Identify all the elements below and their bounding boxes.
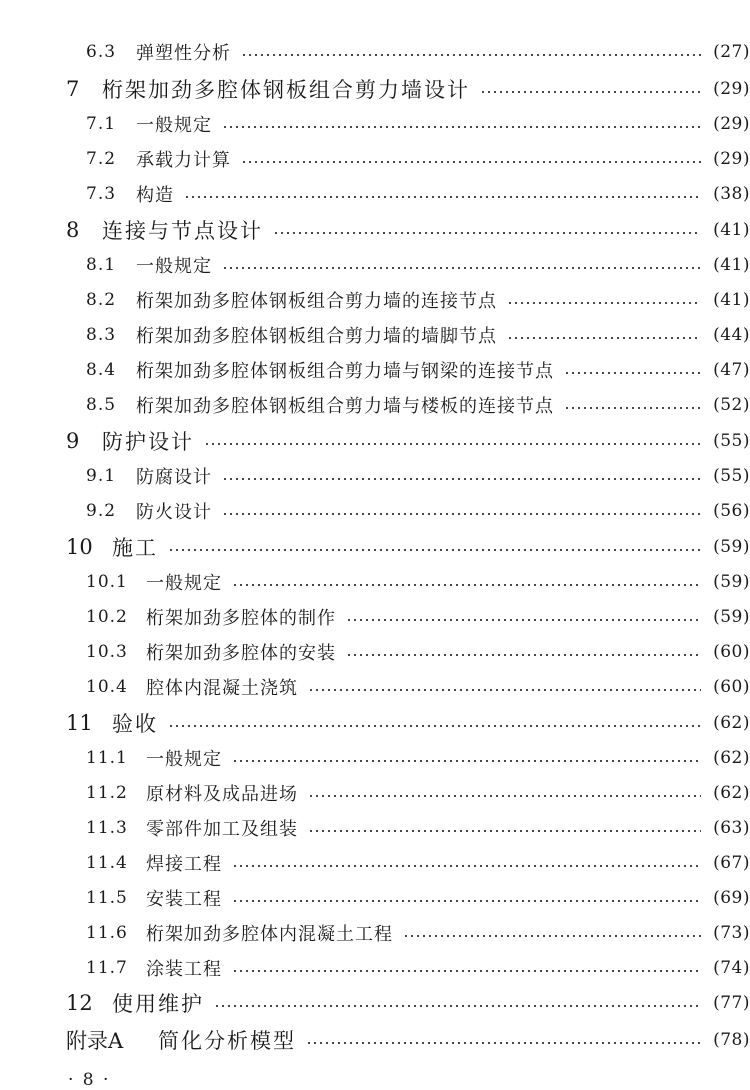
toc-entry-9-1[interactable] <box>0 459 750 493</box>
toc-entry-8-4[interactable] <box>0 353 750 387</box>
toc-entry-11-1[interactable] <box>0 741 750 775</box>
page-number: (29) <box>713 149 750 169</box>
toc-entry-11-6[interactable] <box>0 916 750 950</box>
chapter-number: 8 <box>66 218 80 242</box>
toc-entry-8-2[interactable] <box>0 283 750 317</box>
section-number: 10.2 <box>86 607 128 627</box>
dot-leader <box>168 725 701 727</box>
page-number: (78) <box>713 1030 750 1050</box>
chapter-title: 施工 <box>112 536 158 560</box>
chapter-title: 使用维护 <box>112 992 204 1016</box>
dot-leader <box>232 970 701 972</box>
section-title: 构造 <box>136 185 174 206</box>
toc-entry-8-1[interactable] <box>0 248 750 282</box>
page-number: (62) <box>713 713 750 733</box>
chapter-title: 防护设计 <box>102 430 194 454</box>
toc-entry-7-1[interactable] <box>0 107 750 141</box>
page-number: (62) <box>713 748 750 768</box>
section-number: 10.1 <box>86 572 128 592</box>
section-title: 焊接工程 <box>146 854 222 875</box>
toc-entry-11-2[interactable] <box>0 776 750 810</box>
page-number: (44) <box>713 325 750 345</box>
dot-leader <box>232 584 701 586</box>
section-title: 安装工程 <box>146 889 222 910</box>
dot-leader <box>232 760 701 762</box>
section-number: 11.1 <box>86 748 128 768</box>
dot-leader <box>403 935 701 937</box>
toc-entry-7[interactable] <box>0 72 750 106</box>
appendix-title: 简化分析模型 <box>158 1029 296 1053</box>
section-title: 弹塑性分析 <box>136 43 231 64</box>
section-number: 8.3 <box>86 325 117 345</box>
section-number: 11.4 <box>86 853 128 873</box>
section-title: 桁架加劲多腔体的安装 <box>146 643 336 664</box>
section-number: 10.3 <box>86 642 128 662</box>
chapter-number: 7 <box>66 77 80 101</box>
section-title: 一般规定 <box>146 749 222 770</box>
section-title: 零部件加工及组装 <box>146 819 298 840</box>
section-title: 一般规定 <box>136 256 212 277</box>
page-number: (47) <box>713 360 750 380</box>
dot-leader <box>346 619 701 621</box>
section-number: 10.4 <box>86 677 128 697</box>
section-title: 防腐设计 <box>136 467 212 488</box>
dot-leader <box>308 689 701 691</box>
section-number: 6.3 <box>86 42 117 62</box>
dot-leader <box>184 196 701 198</box>
toc-entry-appendix-a[interactable] <box>0 1023 750 1057</box>
section-number: 11.6 <box>86 923 128 943</box>
page-number: (69) <box>713 888 750 908</box>
section-title: 桁架加劲多腔体内混凝土工程 <box>146 924 393 945</box>
dot-leader <box>222 267 701 269</box>
page-number: (59) <box>713 607 750 627</box>
page-number: (27) <box>713 42 750 62</box>
dot-leader <box>204 443 701 445</box>
toc-entry-12[interactable] <box>0 986 750 1020</box>
page-number: (55) <box>713 466 750 486</box>
toc-entry-8-3[interactable] <box>0 318 750 352</box>
dot-leader <box>241 54 701 56</box>
section-number: 7.2 <box>86 149 117 169</box>
dot-leader <box>241 161 701 163</box>
dot-leader <box>346 654 701 656</box>
page-number: (74) <box>713 958 750 978</box>
page-number: (29) <box>713 114 750 134</box>
section-title: 承载力计算 <box>136 150 231 171</box>
toc-entry-7-3[interactable] <box>0 177 750 211</box>
page-number: (41) <box>713 220 750 240</box>
section-number: 11.2 <box>86 783 128 803</box>
section-number: 7.1 <box>86 114 117 134</box>
dot-leader <box>507 337 701 339</box>
section-number: 8.4 <box>86 360 117 380</box>
toc-entry-9[interactable] <box>0 424 750 458</box>
toc-entry-11[interactable] <box>0 706 750 740</box>
toc-entry-9-2[interactable] <box>0 494 750 528</box>
dot-leader <box>222 513 701 515</box>
dot-leader <box>306 1042 701 1044</box>
dot-leader <box>564 372 701 374</box>
dot-leader <box>214 1005 701 1007</box>
page-number: (59) <box>713 537 750 557</box>
page-number: (59) <box>713 572 750 592</box>
toc-entry-8-5[interactable] <box>0 388 750 422</box>
section-number: 11.7 <box>86 958 128 978</box>
section-number: 8.5 <box>86 395 117 415</box>
chapter-title: 桁架加劲多腔体钢板组合剪力墙设计 <box>102 78 470 102</box>
section-title: 腔体内混凝土浇筑 <box>146 678 298 699</box>
dot-leader <box>308 830 701 832</box>
section-number: 7.3 <box>86 184 117 204</box>
toc-entry-11-4[interactable] <box>0 846 750 880</box>
toc-entry-10-1[interactable] <box>0 565 750 599</box>
chapter-title: 连接与节点设计 <box>102 219 263 243</box>
section-title: 桁架加劲多腔体钢板组合剪力墙与钢梁的连接节点 <box>136 361 554 382</box>
chapter-number: 12 <box>66 991 93 1015</box>
chapter-number: 10 <box>66 535 93 559</box>
dot-leader <box>222 478 701 480</box>
dot-leader <box>273 232 701 234</box>
section-number: 11.3 <box>86 818 128 838</box>
section-title: 桁架加劲多腔体钢板组合剪力墙与楼板的连接节点 <box>136 396 554 417</box>
chapter-title: 验收 <box>112 712 158 736</box>
section-number: 8.1 <box>86 255 117 275</box>
toc-entry-10-2[interactable] <box>0 600 750 634</box>
section-title: 桁架加劲多腔体的制作 <box>146 608 336 629</box>
toc-entry-10-4[interactable] <box>0 670 750 704</box>
dot-leader <box>507 302 701 304</box>
toc-entry-6-3[interactable] <box>0 35 750 69</box>
toc-entry-8[interactable] <box>0 213 750 247</box>
page-number: (63) <box>713 818 750 838</box>
toc-entry-11-5[interactable] <box>0 881 750 915</box>
toc-entry-7-2[interactable] <box>0 142 750 176</box>
chapter-number: 11 <box>66 711 93 735</box>
section-number: 9.2 <box>86 501 117 521</box>
page-footer-number: · 8 · <box>68 1070 111 1090</box>
page-number: (67) <box>713 853 750 873</box>
page-number: (41) <box>713 290 750 310</box>
section-title: 防火设计 <box>136 502 212 523</box>
dot-leader <box>232 865 701 867</box>
page-number: (77) <box>713 993 750 1013</box>
section-title: 桁架加劲多腔体钢板组合剪力墙的墙脚节点 <box>136 326 497 347</box>
page-number: (38) <box>713 184 750 204</box>
section-title: 一般规定 <box>136 115 212 136</box>
section-title: 原材料及成品进场 <box>146 784 298 805</box>
dot-leader <box>480 91 701 93</box>
section-title: 一般规定 <box>146 573 222 594</box>
page-number: (62) <box>713 783 750 803</box>
page-number: (73) <box>713 923 750 943</box>
section-number: 9.1 <box>86 466 117 486</box>
dot-leader <box>308 795 701 797</box>
chapter-number: 9 <box>66 429 80 453</box>
section-number: 8.2 <box>86 290 117 310</box>
toc-entry-10[interactable] <box>0 530 750 564</box>
section-title: 涂装工程 <box>146 959 222 980</box>
dot-leader <box>222 126 701 128</box>
page-number: (29) <box>713 79 750 99</box>
appendix-label: 附录A <box>66 1029 124 1053</box>
dot-leader <box>232 900 701 902</box>
page-number: (56) <box>713 501 750 521</box>
dot-leader <box>168 549 701 551</box>
page-number: (60) <box>713 677 750 697</box>
page-number: (52) <box>713 395 750 415</box>
section-number: 11.5 <box>86 888 128 908</box>
page-number: (60) <box>713 642 750 662</box>
section-title: 桁架加劲多腔体钢板组合剪力墙的连接节点 <box>136 291 497 312</box>
toc-entry-11-3[interactable] <box>0 811 750 845</box>
dot-leader <box>564 407 701 409</box>
toc-entry-11-7[interactable] <box>0 951 750 985</box>
toc-entry-10-3[interactable] <box>0 635 750 669</box>
page-number: (41) <box>713 255 750 275</box>
page-number: (55) <box>713 431 750 451</box>
